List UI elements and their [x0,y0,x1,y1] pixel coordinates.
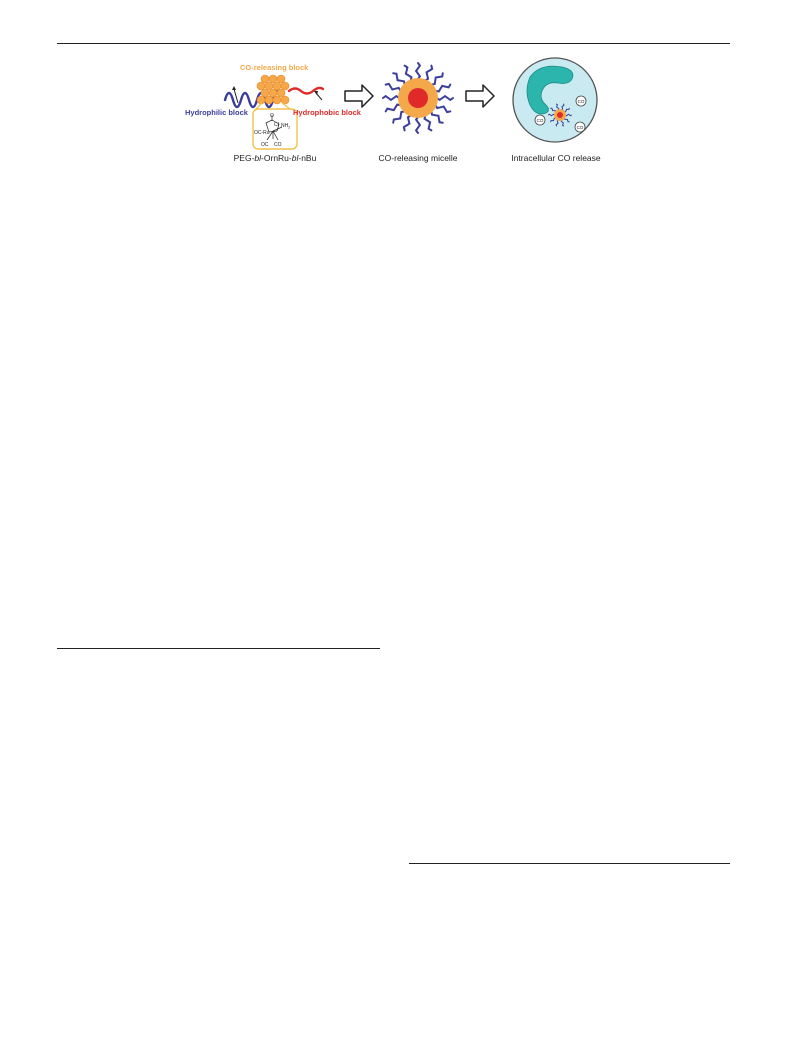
hydrophilic-label: Hydrophilic block [185,108,248,117]
corona-chain [416,117,420,133]
corona-chain [386,105,401,112]
corona-chain [436,105,451,112]
corona-chain [405,66,412,81]
corona-chain [404,116,411,131]
corona-chain [436,85,451,92]
chem-co: CO [274,142,282,148]
micelle-caption: CO-releasing micelle [378,153,458,163]
svg-text:CO: CO [577,99,585,104]
corona-chain [416,63,420,79]
arrow-2 [466,85,494,107]
corona-chain [431,111,442,122]
chem-oc: OC [261,142,269,148]
corona-chain [425,116,432,131]
corona-chain [393,73,404,84]
svg-text:CO: CO [536,118,544,123]
chem-cl: Cl [274,122,279,128]
arrow-1 [345,85,373,107]
footnote-rule-left [57,648,380,649]
chem-o: O [270,113,274,119]
micelle [383,63,453,133]
corona-chain [431,73,442,84]
polymer-caption: PEG-bl-OrnRu-bl-nBu [233,153,317,163]
cell-caption: Intracellular CO release [511,153,601,163]
hydrophobic-label: Hydrophobic block [293,108,361,117]
corona-chain [393,111,404,122]
chem-ru: OC-Ru [254,130,270,136]
header-rule [57,43,730,44]
co-releasing-block-label: CO-releasing block [240,63,309,72]
chem-nh2: $NH_2$ [281,123,291,130]
svg-text:CO: CO [576,125,584,130]
corona-chain [386,84,401,91]
co-bubble [575,122,585,132]
corona-chain [425,66,432,81]
co-bubble [535,115,545,125]
hydrophobic-chain [289,88,323,94]
corona-chain [437,96,453,100]
co-releasing-beads [257,75,289,104]
corona-chain [383,96,399,100]
graphical-abstract [170,55,630,170]
footnote-rule-right [409,863,730,864]
co-bubble [576,96,586,106]
